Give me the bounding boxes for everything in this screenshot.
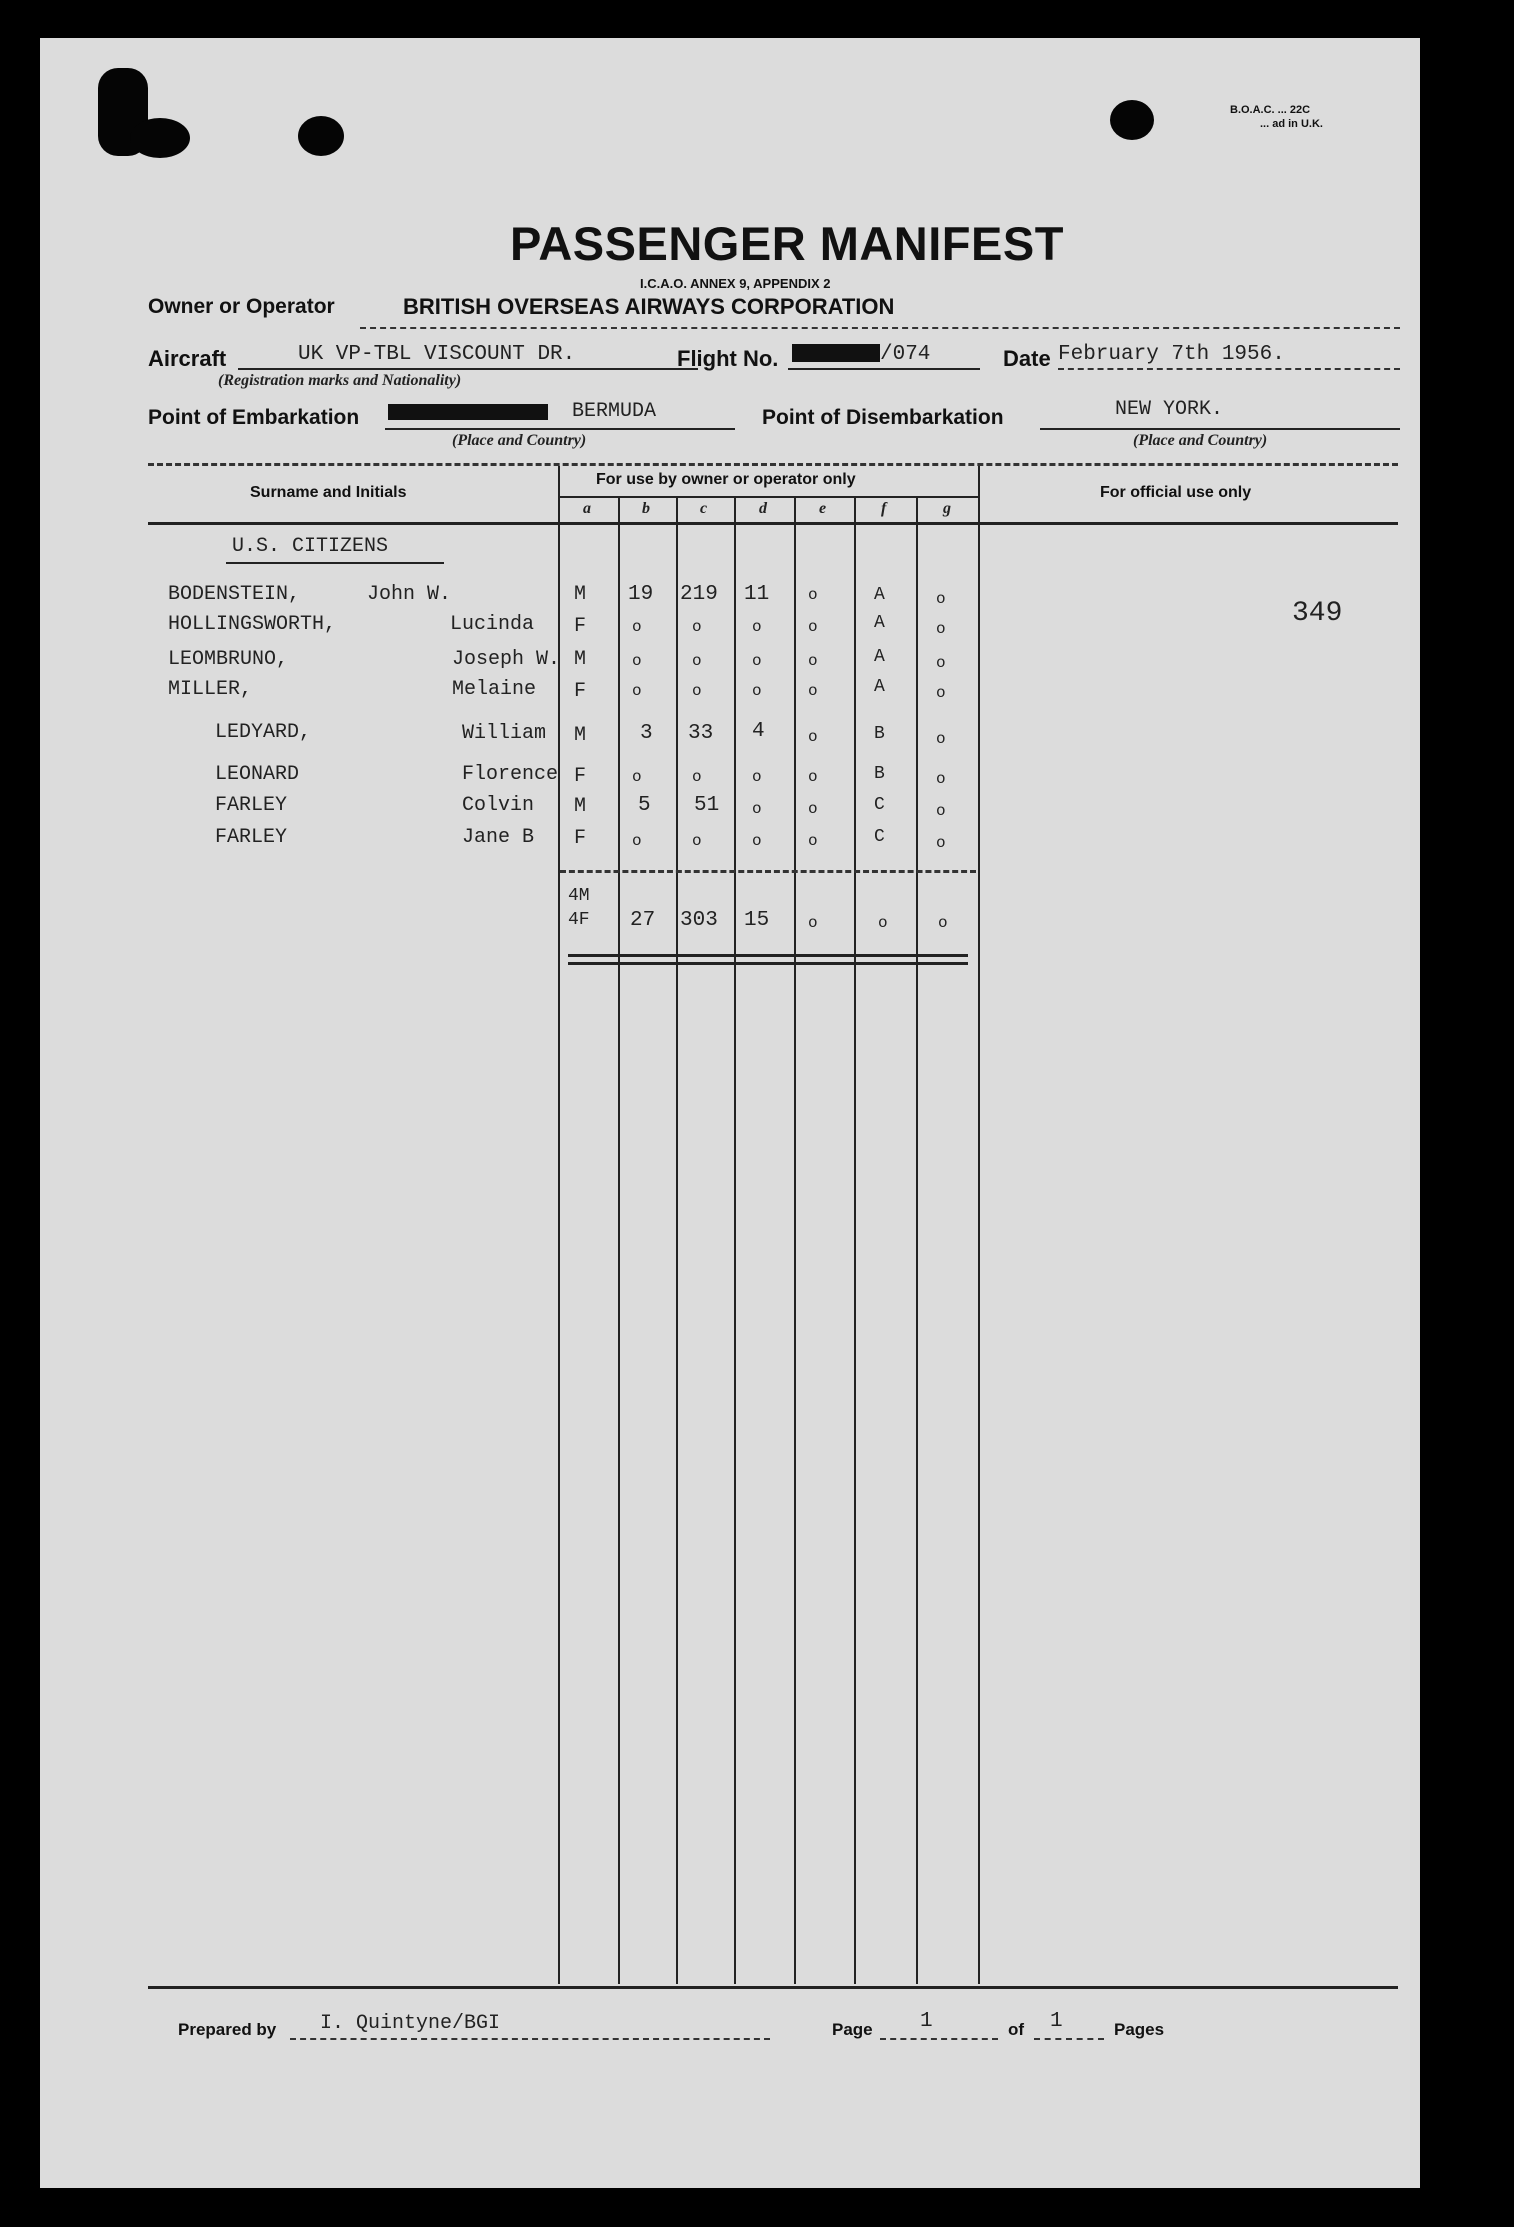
cell-e: o <box>808 618 818 636</box>
cell-b: 3 <box>640 722 653 745</box>
cell-f: A <box>874 677 885 697</box>
col-divider-official <box>978 466 980 1984</box>
corner-note-1: B.O.A.C. ... 22C <box>1230 104 1311 116</box>
cell-d: o <box>752 800 762 818</box>
cell-g: o <box>936 770 946 788</box>
prepared-value: I. Quintyne/BGI <box>320 2012 501 2035</box>
passenger-given-name: Joseph W. <box>452 648 561 671</box>
cell-b: o <box>632 768 642 786</box>
passenger-surname: FARLEY <box>215 794 288 817</box>
cell-d: 4 <box>752 720 765 743</box>
manifest-sheet <box>40 38 1420 2188</box>
total-d: 15 <box>744 909 770 932</box>
aircraft-value: UK VP-TBL VISCOUNT DR. <box>298 343 576 366</box>
total-c: 303 <box>680 909 718 932</box>
col-divider-g <box>916 496 918 1984</box>
page-rule <box>880 2038 998 2040</box>
cell-g: o <box>936 684 946 702</box>
total-b: 27 <box>630 909 656 932</box>
embark-label: Point of Embarkation <box>148 406 360 429</box>
total-g: o <box>938 914 948 932</box>
passenger-given-name: Lucinda <box>450 613 535 636</box>
cell-b: 5 <box>638 794 651 817</box>
totals-double-rule-2 <box>568 962 968 965</box>
cell-c: 33 <box>688 722 714 745</box>
cell-d: o <box>752 832 762 850</box>
cell-a: M <box>574 795 587 818</box>
cell-g: o <box>936 802 946 820</box>
page-title: PASSENGER MANIFEST <box>510 217 1064 270</box>
aircraft-label: Aircraft <box>148 346 227 371</box>
col-divider-d <box>734 496 736 1984</box>
passenger-surname: LEONARD <box>215 763 300 786</box>
embark-rule <box>385 428 735 430</box>
col-header-b: b <box>642 500 650 517</box>
official-mark: 349 <box>1292 598 1343 629</box>
total-male-count: 4M <box>568 886 590 906</box>
col-divider-c <box>676 496 678 1984</box>
embark-redaction <box>388 404 548 420</box>
cell-f: A <box>874 585 885 605</box>
flight-value: /074 <box>880 343 931 366</box>
pages-label: Pages <box>1114 2020 1165 2039</box>
punch-hole-left <box>298 116 344 156</box>
cell-e: o <box>808 652 818 670</box>
cell-g: o <box>936 654 946 672</box>
totals-top-rule <box>560 870 976 873</box>
disembark-note: (Place and Country) <box>1133 432 1268 449</box>
cell-a: M <box>574 724 587 747</box>
disembark-rule <box>1040 428 1400 430</box>
cell-f: A <box>874 613 885 633</box>
page-subtitle: I.C.A.O. ANNEX 9, APPENDIX 2 <box>640 276 831 291</box>
cell-e: o <box>808 682 818 700</box>
col-header-f: f <box>881 500 887 517</box>
total-e: o <box>808 914 818 932</box>
cell-d: 11 <box>744 583 770 606</box>
owner-label: Owner or Operator <box>148 295 335 318</box>
col-divider-b <box>618 496 620 1984</box>
date-label: Date <box>1003 346 1051 371</box>
cell-b: o <box>632 652 642 670</box>
cell-g: o <box>936 834 946 852</box>
flight-label: Flight No. <box>677 346 779 371</box>
cell-g: o <box>936 620 946 638</box>
total-pages: 1 <box>1050 2010 1063 2033</box>
passenger-given-name: Melaine <box>452 678 537 701</box>
prepared-rule <box>290 2038 770 2040</box>
passenger-given-name: John W. <box>367 583 452 606</box>
table-bottom-rule <box>148 1986 1398 1989</box>
passenger-given-name: Jane B <box>462 826 535 849</box>
page-number: 1 <box>920 2010 933 2033</box>
cell-f: B <box>874 724 885 744</box>
cell-a: F <box>574 680 587 703</box>
cell-c: 51 <box>694 794 720 817</box>
cell-b: o <box>632 832 642 850</box>
cell-a: F <box>574 615 587 638</box>
passenger-surname: LEOMBRUNO, <box>168 648 289 671</box>
cell-c: o <box>692 682 702 700</box>
date-rule <box>1058 368 1400 370</box>
section-underline <box>226 562 444 564</box>
corner-note-2: ... ad in U.K. <box>1260 118 1323 130</box>
cell-d: o <box>752 682 762 700</box>
owner-use-header: For use by owner or operator only <box>596 471 856 488</box>
col-divider-f <box>854 496 856 1984</box>
owner-rule <box>360 327 1400 329</box>
cell-a: F <box>574 765 587 788</box>
total-f: o <box>878 914 888 932</box>
embark-note: (Place and Country) <box>452 432 587 449</box>
cell-b: o <box>632 618 642 636</box>
cell-e: o <box>808 768 818 786</box>
passenger-given-name: Colvin <box>462 794 535 817</box>
totals-double-rule-1 <box>568 954 968 957</box>
aircraft-note: (Registration marks and Nationality) <box>218 372 462 389</box>
cell-b: 19 <box>628 583 654 606</box>
cell-e: o <box>808 832 818 850</box>
cell-e: o <box>808 728 818 746</box>
cell-g: o <box>936 590 946 608</box>
col-header-g: g <box>943 500 951 517</box>
cell-c: o <box>692 652 702 670</box>
disembark-value: NEW YORK. <box>1115 398 1224 421</box>
col-divider-name <box>558 466 560 1984</box>
cell-f: B <box>874 764 885 784</box>
cell-d: o <box>752 618 762 636</box>
flight-redaction <box>792 344 880 362</box>
cell-f: A <box>874 647 885 667</box>
total-female-count: 4F <box>568 910 590 930</box>
cell-a: M <box>574 648 587 671</box>
cell-g: o <box>936 730 946 748</box>
date-value: February 7th 1956. <box>1058 343 1285 366</box>
passenger-surname: HOLLINGSWORTH, <box>168 613 337 636</box>
table-top-rule <box>148 463 1398 466</box>
passenger-surname: LEDYARD, <box>215 721 312 744</box>
cell-a: M <box>574 583 587 606</box>
passenger-given-name: Florence <box>462 763 559 786</box>
corner-blot-2 <box>130 118 190 158</box>
cell-d: o <box>752 768 762 786</box>
cell-f: C <box>874 795 885 815</box>
cell-f: C <box>874 827 885 847</box>
punch-hole-right <box>1110 100 1154 140</box>
subheader-rule <box>558 496 978 498</box>
prepared-label: Prepared by <box>178 2020 277 2039</box>
aircraft-rule <box>238 368 698 370</box>
of-label: of <box>1008 2020 1025 2039</box>
cell-d: o <box>752 652 762 670</box>
section-label: U.S. CITIZENS <box>232 535 389 558</box>
table-header-rule <box>148 522 1398 525</box>
cell-c: o <box>692 618 702 636</box>
disembark-label: Point of Disembarkation <box>762 406 1004 429</box>
col-header-a: a <box>583 500 591 517</box>
passenger-surname: MILLER, <box>168 678 253 701</box>
cell-c: o <box>692 832 702 850</box>
total-pages-rule <box>1034 2038 1104 2040</box>
col-header-e: e <box>819 500 827 517</box>
col-divider-e <box>794 496 796 1984</box>
col-header-d: d <box>759 500 767 517</box>
cell-c: 219 <box>680 583 718 606</box>
cell-b: o <box>632 682 642 700</box>
official-use-header: For official use only <box>1100 484 1252 501</box>
col-header-c: c <box>700 500 708 517</box>
embark-value: BERMUDA <box>572 400 657 423</box>
passenger-surname: FARLEY <box>215 826 288 849</box>
name-column-header: Surname and Initials <box>250 484 407 501</box>
cell-e: o <box>808 586 818 604</box>
cell-e: o <box>808 800 818 818</box>
cell-c: o <box>692 768 702 786</box>
cell-a: F <box>574 827 587 850</box>
owner-value: BRITISH OVERSEAS AIRWAYS CORPORATION <box>403 294 895 319</box>
passenger-given-name: William <box>462 722 547 745</box>
flight-rule <box>788 368 980 370</box>
page-label: Page <box>832 2020 873 2039</box>
passenger-surname: BODENSTEIN, <box>168 583 301 606</box>
